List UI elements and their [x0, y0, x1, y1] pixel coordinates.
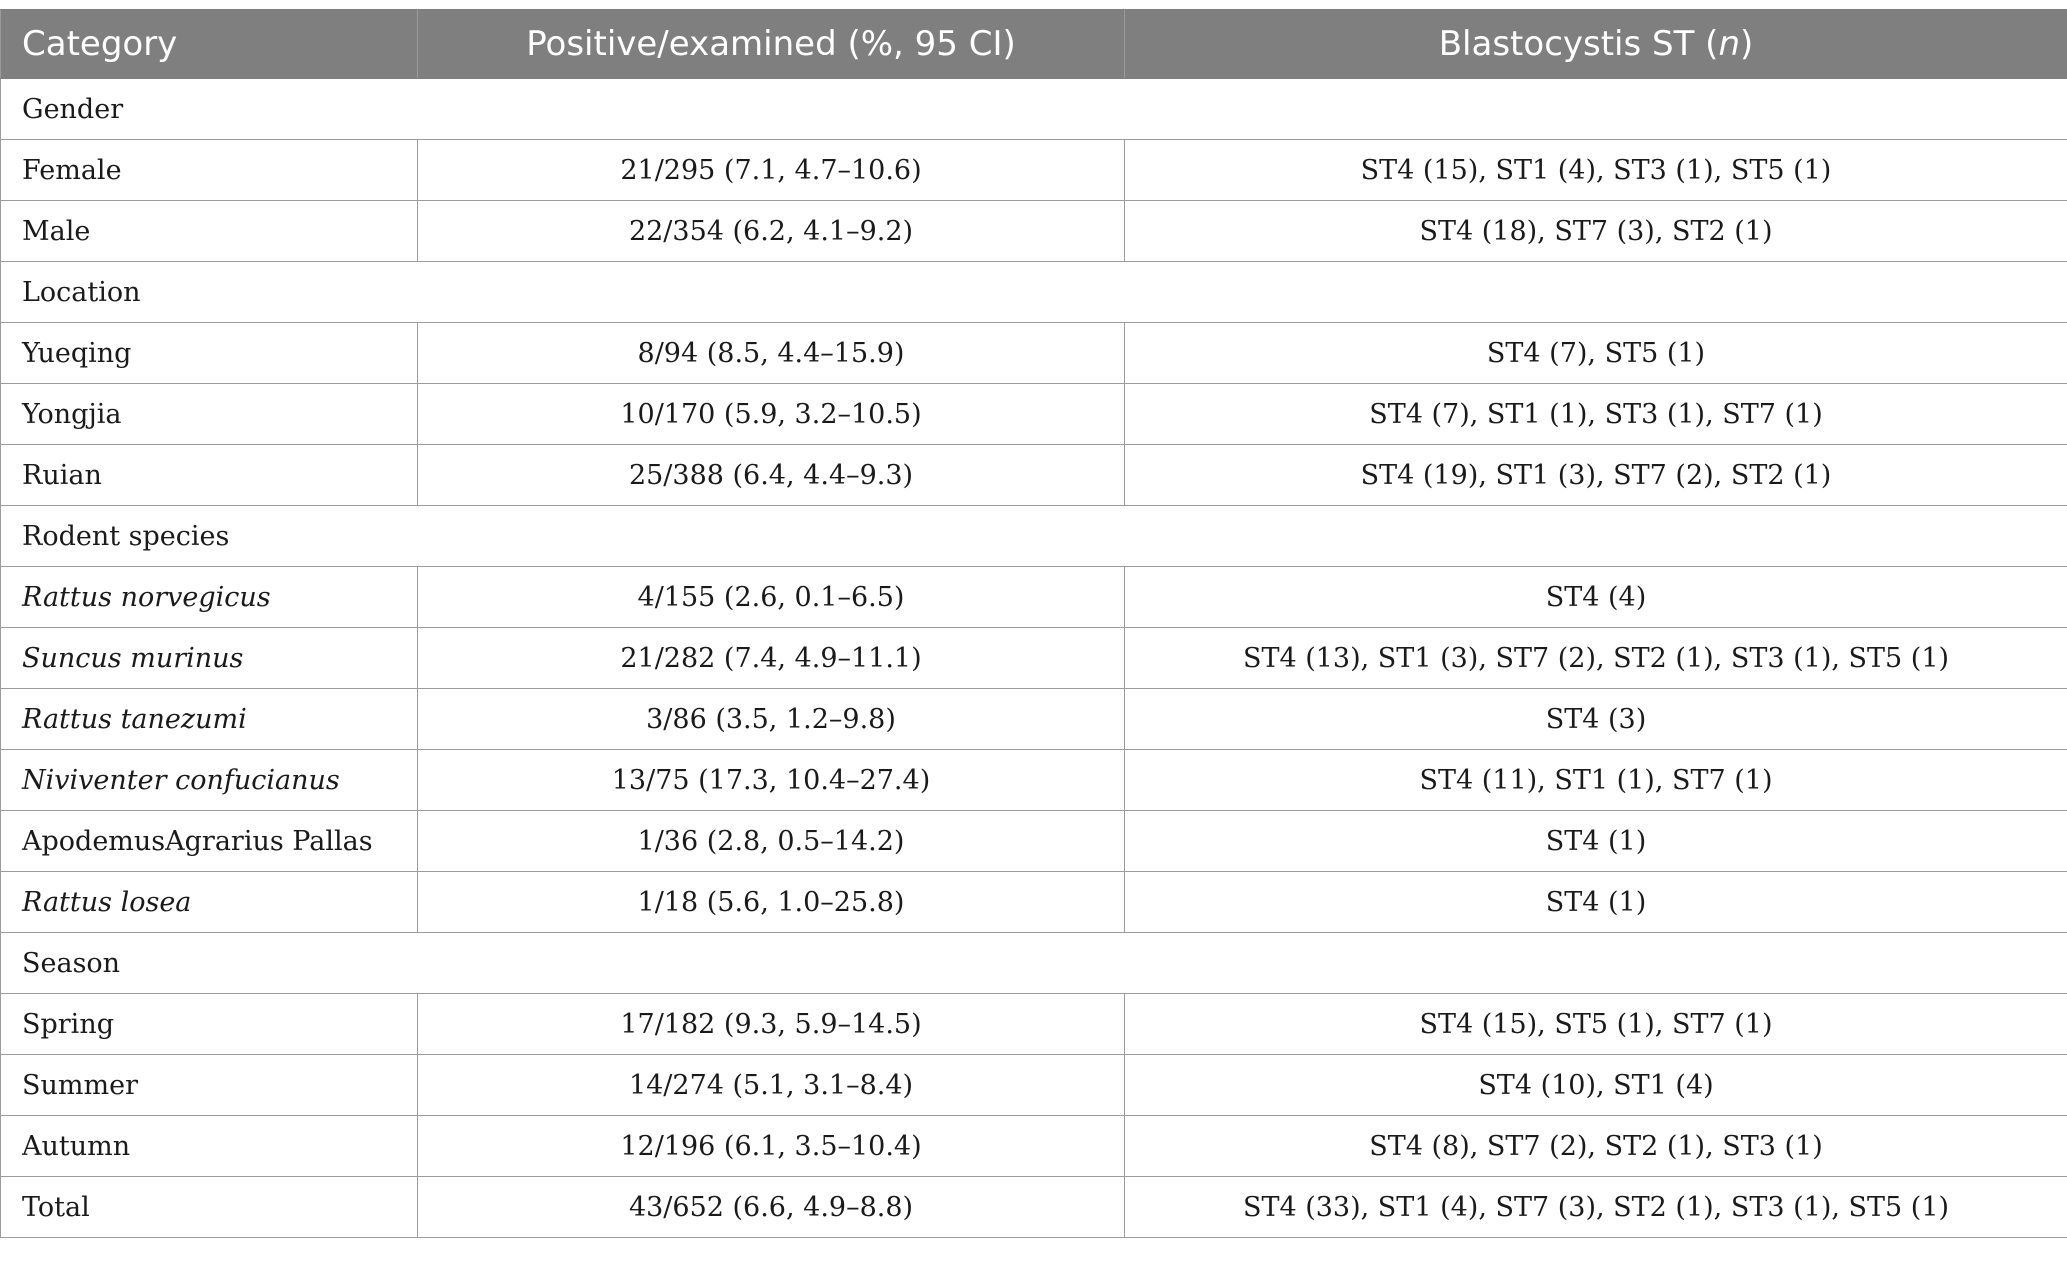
header-st-n: n	[1718, 24, 1740, 64]
total-row	[1, 1177, 2067, 1238]
row-label: Spring	[1, 994, 418, 1055]
row-label: Rattus norvegicus	[1, 567, 418, 628]
row-subtypes: ST4 (1)	[1125, 811, 2067, 872]
table-row	[1, 201, 2067, 262]
row-positive: 13/75 (17.3, 10.4–27.4)	[418, 750, 1125, 811]
row-subtypes: ST4 (15), ST5 (1), ST7 (1)	[1125, 994, 2067, 1055]
row-subtypes: ST4 (13), ST1 (3), ST7 (2), ST2 (1), ST3 (1), ST5 (1)	[1125, 628, 2067, 689]
row-subtypes: ST4 (15), ST1 (4), ST3 (1), ST5 (1)	[1125, 140, 2067, 201]
section-row-location	[1, 262, 2067, 323]
row-label: Suncus murinus	[1, 628, 418, 689]
row-positive: 25/388 (6.4, 4.4–9.3)	[418, 445, 1125, 506]
table-row	[1, 567, 2067, 628]
row-subtypes: ST4 (4)	[1125, 567, 2067, 628]
row-label: Ruian	[1, 445, 418, 506]
header-st-prefix: Blastocystis ST (	[1438, 24, 1719, 64]
row-subtypes: ST4 (19), ST1 (3), ST7 (2), ST2 (1)	[1125, 445, 2067, 506]
row-positive: 4/155 (2.6, 0.1–6.5)	[418, 567, 1125, 628]
table-row	[1, 1116, 2067, 1177]
table-row	[1, 750, 2067, 811]
table-row	[1, 689, 2067, 750]
table-row	[1, 445, 2067, 506]
table-row	[1, 811, 2067, 872]
table-row	[1, 140, 2067, 201]
row-positive: 1/18 (5.6, 1.0–25.8)	[418, 872, 1125, 933]
row-subtypes: ST4 (7), ST5 (1)	[1125, 323, 2067, 384]
row-label: Male	[1, 201, 418, 262]
row-label: Yongjia	[1, 384, 418, 445]
row-positive: 14/274 (5.1, 3.1–8.4)	[418, 1055, 1125, 1116]
row-label: Rattus losea	[1, 872, 418, 933]
row-positive: 43/652 (6.6, 4.9–8.8)	[418, 1177, 1125, 1238]
blastocystis-table	[0, 9, 2067, 1238]
section-row-gender	[1, 79, 2067, 140]
header-category: Category	[1, 10, 418, 79]
row-label: Autumn	[1, 1116, 418, 1177]
row-positive: 12/196 (6.1, 3.5–10.4)	[418, 1116, 1125, 1177]
row-positive: 8/94 (8.5, 4.4–15.9)	[418, 323, 1125, 384]
section-row-season	[1, 933, 2067, 994]
row-subtypes: ST4 (18), ST7 (3), ST2 (1)	[1125, 201, 2067, 262]
row-label: Female	[1, 140, 418, 201]
row-subtypes: ST4 (3)	[1125, 689, 2067, 750]
row-label: Summer	[1, 1055, 418, 1116]
section-row-rodent-species	[1, 506, 2067, 567]
row-label: Yueqing	[1, 323, 418, 384]
section-label-season: Season	[1, 933, 2067, 994]
section-label-rodent-species: Rodent species	[1, 506, 2067, 567]
row-subtypes: ST4 (1)	[1125, 872, 2067, 933]
row-subtypes: ST4 (8), ST7 (2), ST2 (1), ST3 (1)	[1125, 1116, 2067, 1177]
header-row	[1, 10, 2067, 79]
row-positive: 21/295 (7.1, 4.7–10.6)	[418, 140, 1125, 201]
header-st-suffix: )	[1740, 24, 1754, 64]
row-subtypes: ST4 (11), ST1 (1), ST7 (1)	[1125, 750, 2067, 811]
row-positive: 1/36 (2.8, 0.5–14.2)	[418, 811, 1125, 872]
header-blastocystis-st	[1125, 10, 2067, 79]
header-positive-examined: Positive/examined (%, 95 CI)	[418, 10, 1125, 79]
table-row	[1, 323, 2067, 384]
row-subtypes: ST4 (33), ST1 (4), ST7 (3), ST2 (1), ST3 (1), ST5 (1)	[1125, 1177, 2067, 1238]
row-positive: 21/282 (7.4, 4.9–11.1)	[418, 628, 1125, 689]
row-subtypes: ST4 (7), ST1 (1), ST3 (1), ST7 (1)	[1125, 384, 2067, 445]
row-label: Rattus tanezumi	[1, 689, 418, 750]
table-row	[1, 872, 2067, 933]
row-label: Total	[1, 1177, 418, 1238]
row-label: Niviventer confucianus	[1, 750, 418, 811]
row-label: ApodemusAgrarius Pallas	[1, 811, 418, 872]
table-row	[1, 994, 2067, 1055]
section-label-gender: Gender	[1, 79, 2067, 140]
table-row	[1, 384, 2067, 445]
table-row	[1, 628, 2067, 689]
row-positive: 17/182 (9.3, 5.9–14.5)	[418, 994, 1125, 1055]
row-positive: 22/354 (6.2, 4.1–9.2)	[418, 201, 1125, 262]
section-label-location: Location	[1, 262, 2067, 323]
row-positive: 3/86 (3.5, 1.2–9.8)	[418, 689, 1125, 750]
row-subtypes: ST4 (10), ST1 (4)	[1125, 1055, 2067, 1116]
table-row	[1, 1055, 2067, 1116]
row-positive: 10/170 (5.9, 3.2–10.5)	[418, 384, 1125, 445]
